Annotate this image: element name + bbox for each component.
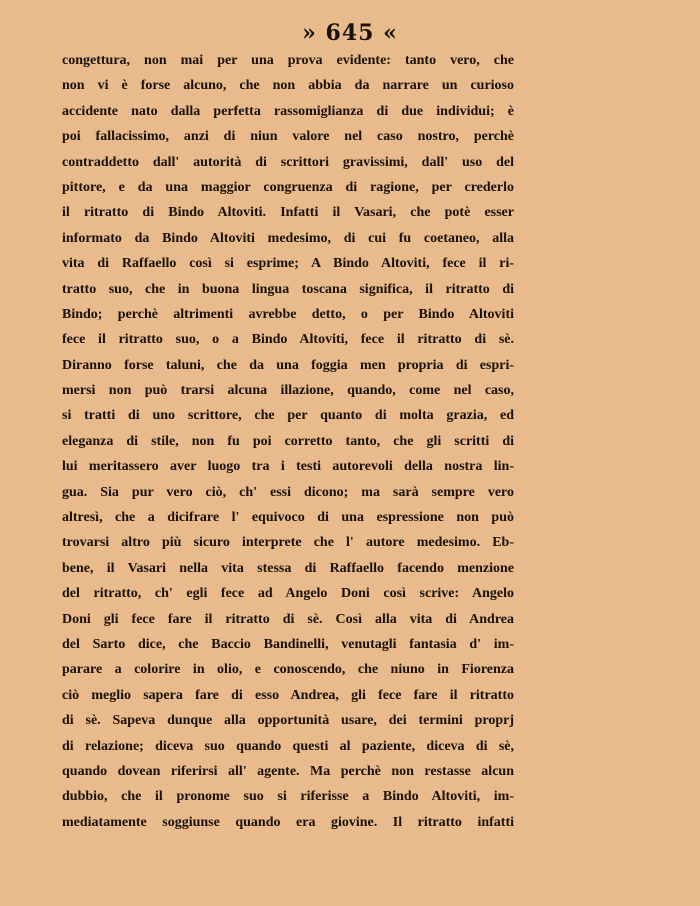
text-line: Diranno forse taluni, che da una foggia men propria di espri- [62,357,514,373]
text-line: trovarsi altro più sicuro interprete che l' autore medesimo. Eb- [62,535,514,551]
text-line: mersi non può trarsi alcuna illazione, quando, come nel caso, [62,383,514,399]
text-line: parare a colorire in olio, e conoscendo, che niuno in Fiorenza [62,662,514,678]
text-line: del Sarto dice, che Baccio Bandinelli, venutagli fantasia d' im- [62,636,514,652]
text-line: tratto suo, che in buona lingua toscana significa, il ritratto di [62,281,514,297]
text-line: bene, il Vasari nella vita stessa di Raffaello facendo menzione [62,560,514,576]
text-line: ciò meglio sapera fare di esso Andrea, gli fece fare il ritratto [62,687,514,703]
body-text [62,48,514,835]
text-line: di sè. Sapeva dunque alla opportunità usare, dei termini proprj [62,713,514,729]
text-line: congettura, non mai per una prova evidente: tanto vero, che [62,53,514,68]
text-line: contraddetto dall' autorità di scrittori gravissimi, dall' uso del [62,154,514,170]
text-line: altresì, che a dicifrare l' equivoco di una espressione non può [62,510,514,526]
text-line: di relazione; diceva suo quando questi al paziente, diceva di sè, [62,738,514,754]
text-line: non vi è forse alcuno, che non abbia da narrare un curioso [62,78,514,94]
text-line: Bindo; perchè altrimenti avrebbe detto, o per Bindo Altoviti [62,306,514,322]
text-line: del ritratto, ch' egli fece ad Angelo Doni così scrive: Angelo [62,586,514,602]
text-line: mediatamente soggiunse quando era giovine. Il ritratto infatti [62,814,514,830]
text-line: dubbio, che il pronome suo si riferisse a Bindo Altoviti, im- [62,789,514,805]
text-line: si tratti di uno scrittore, che per quanto di molta grazia, ed [62,408,514,424]
text-line: fece il ritratto suo, o a Bindo Altoviti, fece il ritratto di sè. [62,332,514,348]
text-line: accidente nato dalla perfetta rassomiglianza di due individui; è [62,103,514,119]
text-line: eleganza di stile, non fu poi corretto tanto, che gli scritti di [62,433,514,449]
text-line: quando dovean riferirsi all' agente. Ma perchè non restasse alcun [62,763,514,779]
text-line: vita di Raffaello così si esprime; A Bindo Altoviti, fece il ri- [62,256,514,272]
text-line: pittore, e da una maggior congruenza di ragione, per crederlo [62,179,514,195]
text-line: gua. Sia pur vero ciò, ch' essi dicono; ma sarà sempre vero [62,484,514,500]
text-line: lui meritassero aver luogo tra i testi autorevoli della nostra lin- [62,459,514,475]
text-line: informato da Bindo Altoviti medesimo, di cui fu coetaneo, alla [62,230,514,246]
text-line: Doni gli fece fare il ritratto di sè. Così alla vita di Andrea [62,611,514,627]
text-line: poi fallacissimo, anzi di niun valore nel caso nostro, perchè [62,129,514,145]
text-line: il ritratto di Bindo Altoviti. Infatti il Vasari, che potè esser [62,205,514,221]
page-number-header: » 645 « [302,20,398,46]
